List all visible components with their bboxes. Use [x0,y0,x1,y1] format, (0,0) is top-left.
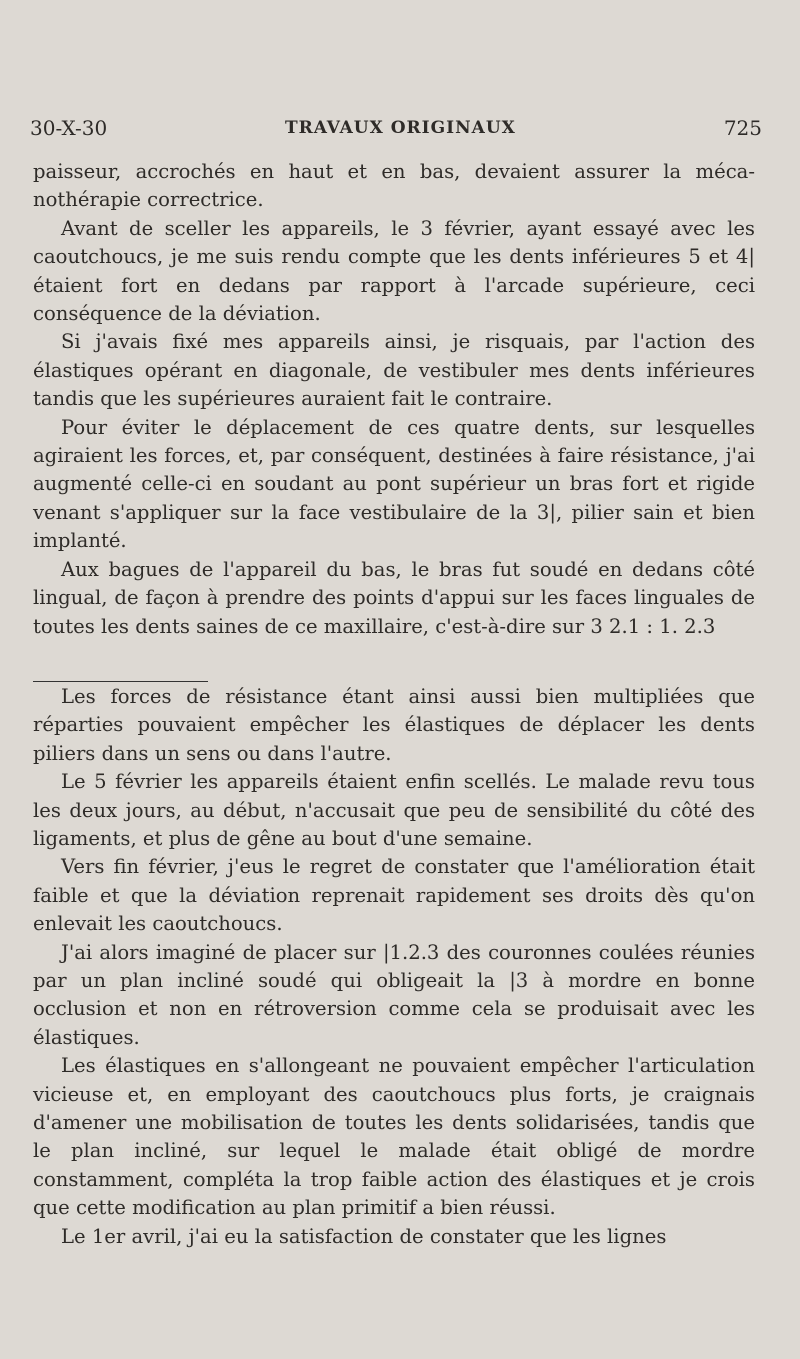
paragraph-9: J'ai alors imaginé de placer sur |1.2.3 des couronnes coulées réunies par un plan incliné soudé qui obligeait la |3 à mordre en bonne occlusion et non en rétroversion comme cela se produisait avec les élastiques. [33,940,755,1049]
formula-gap [33,641,755,683]
dental-formula-underline [33,681,208,682]
header-date: 30-X-30 [30,116,108,140]
running-header [30,116,762,146]
paragraph-11: Le 1er avril, j'ai eu la satisfaction de constater que les lignes [61,1224,667,1248]
paragraph-3: Si j'avais fixé mes appareils ainsi, je risquais, par l'action des élastiques opérant en diagonale, de vestibuler mes dents inférieures tandis que les supérieures auraient fait le contraire. [33,330,755,411]
paragraph-8: Vers fin février, j'eus le regret de constater que l'amélioration était faible et que la déviation reprenait rapidement ses droits dès qu'on enlevait les caoutchoucs. [33,855,755,936]
paragraph-1: paisseur, accrochés en haut et en bas, devaient assurer la mécanothérapie correctrice. [33,160,755,212]
paragraph-10: Les élastiques en s'allongeant ne pouvaient empêcher l'articulation vicieuse et, en employant des caoutchoucs plus forts, je craignais d'amener une mobilisation de toutes les dents solidarisées, tandis que le plan incliné, sur lequel le malade était obligé de mordre constamment, compléta la trop faible action des élastiques et je crois que cette modification au plan primitif a bien réussi. [33,1054,755,1220]
paragraph-7: Le 5 février les appareils étaient enfin scellés. Le malade revu tous les deux jours, au début, n'accusait que peu de sensibilité du côté des ligaments, et plus de gêne au bout d'une semaine. [33,770,755,850]
header-title: TRAVAUX ORIGINAUX [285,118,516,138]
page-number: 725 [723,116,762,140]
paragraph-5: Aux bagues de l'appareil du bas, le bras fut soudé en dedans côté lingual, de façon à prendre des points d'appui sur les faces linguales de toutes les dents saines de ce maxillaire, c'est-à-dire sur 3 2.1 : 1. 2.3 [33,557,755,638]
body-text [33,158,755,1251]
paragraph-6: Les forces de résistance étant ainsi aussi bien multipliées que réparties pouvaient empêcher les élastiques de déplacer les dents piliers dans un sens ou dans l'autre. [33,684,755,765]
paragraph-2: Avant de sceller les appareils, le 3 février, ayant essayé avec les caoutchoucs, je me suis rendu compte que les dents inférieures 5 et 4| étaient fort en dedans par rapport à l'arcade supérieure, ceci conséquence de la déviation. [33,216,755,326]
paragraph-4: Pour éviter le déplacement de ces quatre dents, sur lesquelles agiraient les forces, et, par conséquent, destinées à faire résistance, j'ai augmenté celle-ci en soudant au pont supérieur un bras fort et rigide venant s'appliquer sur la face vestibulaire de la 3|, pilier sain et bien implanté. [33,415,755,553]
